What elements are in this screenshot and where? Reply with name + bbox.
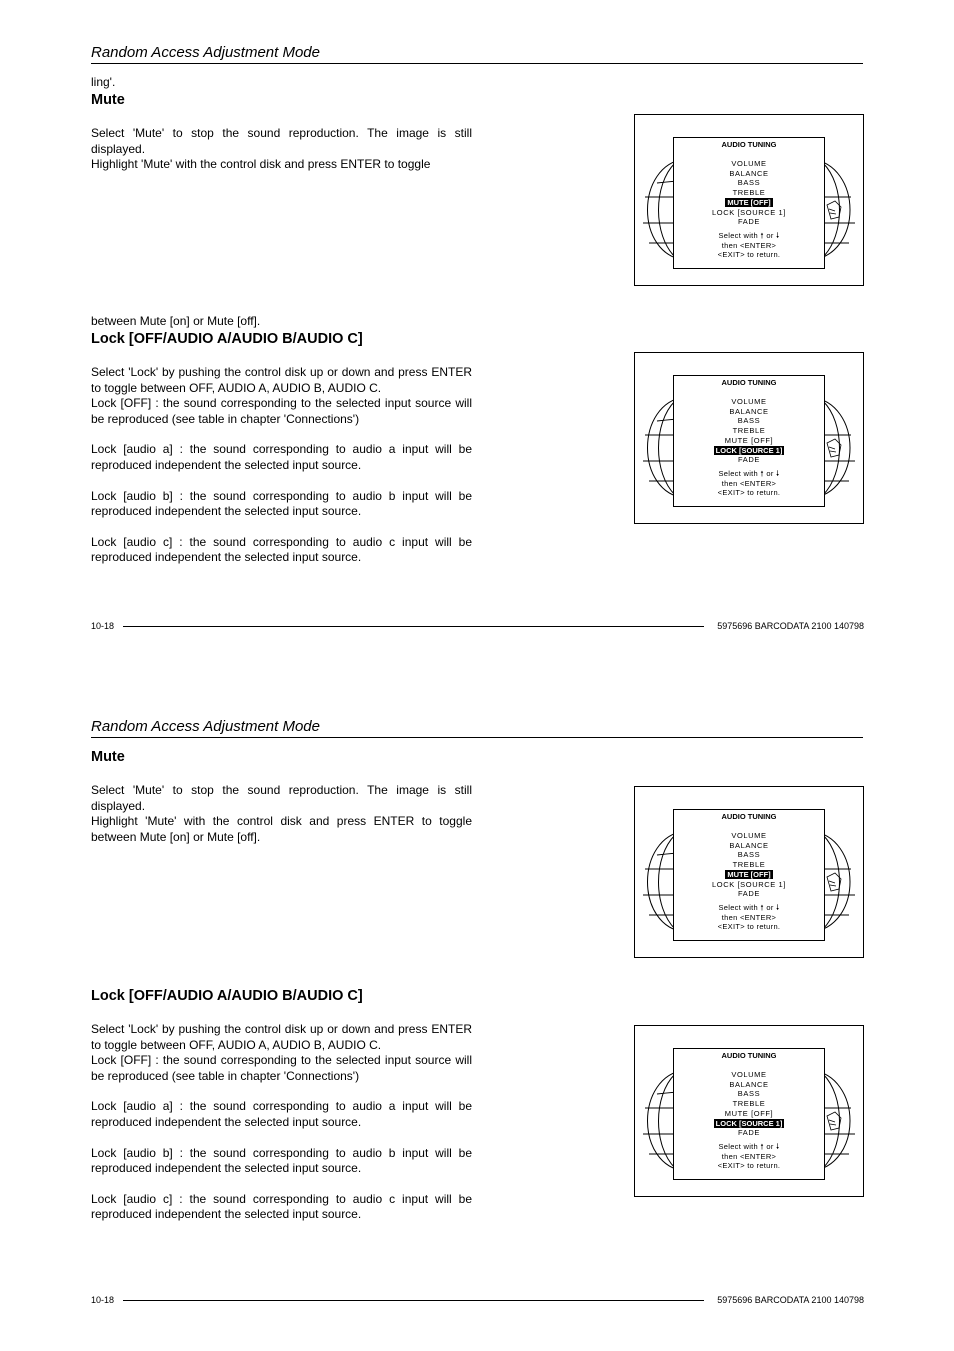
menu-item-treble: TREBLE bbox=[732, 188, 766, 198]
menu-item-bass: BASS bbox=[737, 178, 761, 188]
mute-section bbox=[91, 783, 472, 845]
page-header: Random Access Adjustment Mode bbox=[91, 718, 863, 738]
help-enter: then <ENTER> bbox=[721, 478, 777, 488]
menu-item-treble: TREBLE bbox=[732, 426, 766, 436]
screen-figure-mute bbox=[634, 786, 864, 958]
menu-item-lock: LOCK [SOURCE 1] bbox=[711, 207, 787, 217]
help-or: or bbox=[766, 902, 774, 912]
help-enter: then <ENTER> bbox=[721, 912, 777, 922]
page-number: 10-18 bbox=[91, 621, 115, 631]
document-code: 5975696 BARCODATA 2100 140798 bbox=[717, 621, 864, 631]
lock-paragraph-3: Lock [audio a] : the sound corresponding to audio a input will be reproduced independent the selected input source. bbox=[91, 1099, 472, 1129]
lock-section bbox=[91, 365, 472, 566]
screen-figure-lock bbox=[634, 1025, 864, 1197]
lock-paragraph-1: Select 'Lock' by pushing the control disk up or down and press ENTER to toggle between OFF, AUDIO A, AUDIO B, AUDIO C. bbox=[91, 365, 472, 395]
menu-item-volume: VOLUME bbox=[731, 397, 767, 406]
lock-paragraph-5: Lock [audio c] : the sound corresponding to audio c input will be reproduced independent the selected input source. bbox=[91, 1191, 472, 1222]
menu-item-mute-selected: MUTE [OFF] bbox=[727, 869, 771, 879]
audio-tuning-menu bbox=[673, 809, 825, 941]
menu-item-lock-selected: LOCK [SOURCE 1] bbox=[715, 1118, 783, 1128]
mute-heading: Mute bbox=[91, 92, 125, 108]
help-select: Select with bbox=[718, 230, 759, 240]
screen-figure-mute bbox=[634, 114, 864, 286]
lock-paragraph-2: Lock [OFF] : the sound corresponding to the selected input source will be reproduced (see table in chapter 'Connections') bbox=[91, 1053, 472, 1083]
menu-item-treble: TREBLE bbox=[732, 860, 766, 870]
down-arrow-icon: 🠗 bbox=[776, 1141, 780, 1151]
lock-paragraph-4: Lock [audio b] : the sound corresponding to audio b input will be reproduced independent the selected input source. bbox=[91, 488, 472, 519]
up-arrow-icon: 🠕 bbox=[760, 902, 764, 912]
lock-paragraph-1: Select 'Lock' by pushing the control disk up or down and press ENTER to toggle between OFF, AUDIO A, AUDIO B, AUDIO C. bbox=[91, 1022, 472, 1052]
up-arrow-icon: 🠕 bbox=[760, 230, 764, 240]
menu-item-fade: FADE bbox=[738, 889, 760, 899]
page-1 bbox=[0, 0, 954, 675]
menu-item-volume: VOLUME bbox=[731, 1070, 767, 1079]
footer-rule bbox=[123, 1300, 704, 1301]
page-2 bbox=[0, 675, 954, 1350]
page-number: 10-18 bbox=[91, 1295, 115, 1305]
screen-figure-lock bbox=[634, 352, 864, 524]
help-or: or bbox=[766, 1141, 774, 1151]
mute-heading: Mute bbox=[91, 749, 125, 765]
audio-tuning-menu bbox=[673, 137, 825, 269]
menu-item-bass: BASS bbox=[737, 416, 761, 426]
menu-item-treble: TREBLE bbox=[732, 1099, 766, 1109]
menu-item-fade: FADE bbox=[738, 455, 760, 465]
mute-paragraph-1: Select 'Mute' to stop the sound reproduction. The image is still displayed. bbox=[91, 783, 472, 813]
mute-paragraph-2: Highlight 'Mute' with the control disk and press ENTER to toggle between Mute [on] or Mute [off]. bbox=[91, 814, 472, 844]
menu-item-lock-selected: LOCK [SOURCE 1] bbox=[715, 445, 783, 455]
menu-item-fade: FADE bbox=[738, 217, 760, 227]
menu-item-mute: MUTE [OFF] bbox=[724, 1108, 774, 1118]
lock-section bbox=[91, 1022, 472, 1223]
lock-paragraph-5: Lock [audio c] : the sound corresponding to audio c input will be reproduced independent the selected input source. bbox=[91, 534, 472, 565]
menu-item-fade: FADE bbox=[738, 1128, 760, 1138]
lock-paragraph-2: Lock [OFF] : the sound corresponding to the selected input source will be reproduced (see table in chapter 'Connections') bbox=[91, 396, 472, 426]
help-or: or bbox=[766, 230, 774, 240]
down-arrow-icon: 🠗 bbox=[776, 902, 780, 912]
menu-item-volume: VOLUME bbox=[731, 831, 767, 840]
up-arrow-icon: 🠕 bbox=[760, 468, 764, 478]
help-exit: <EXIT> to return. bbox=[717, 250, 781, 260]
menu-item-mute-selected: MUTE [OFF] bbox=[727, 197, 771, 207]
menu-item-balance: BALANCE bbox=[729, 168, 769, 178]
lock-heading: Lock [OFF/AUDIO A/AUDIO B/AUDIO C] bbox=[91, 988, 363, 1004]
menu-item-balance: BALANCE bbox=[729, 1079, 769, 1089]
help-enter: then <ENTER> bbox=[721, 1151, 777, 1161]
lock-heading: Lock [OFF/AUDIO A/AUDIO B/AUDIO C] bbox=[91, 331, 363, 347]
menu-title: AUDIO TUNING bbox=[721, 140, 777, 149]
audio-tuning-menu bbox=[673, 1048, 825, 1180]
help-select: Select with bbox=[718, 468, 759, 478]
help-exit: <EXIT> to return. bbox=[717, 922, 781, 932]
menu-item-balance: BALANCE bbox=[729, 406, 769, 416]
document-code: 5975696 BARCODATA 2100 140798 bbox=[717, 1295, 864, 1305]
mute-paragraph-1: Select 'Mute' to stop the sound reproduction. The image is still displayed. bbox=[91, 126, 472, 156]
page-header: Random Access Adjustment Mode bbox=[91, 44, 863, 64]
down-arrow-icon: 🠗 bbox=[776, 230, 780, 240]
help-or: or bbox=[766, 468, 774, 478]
mute-paragraph-2: Highlight 'Mute' with the control disk and press ENTER to toggle bbox=[91, 157, 431, 172]
help-select: Select with bbox=[718, 1141, 759, 1151]
menu-title: AUDIO TUNING bbox=[721, 1051, 777, 1060]
footer-rule bbox=[123, 626, 704, 627]
menu-item-balance: BALANCE bbox=[729, 840, 769, 850]
carry-text: ling'. bbox=[91, 75, 116, 89]
help-exit: <EXIT> to return. bbox=[717, 1161, 781, 1171]
help-exit: <EXIT> to return. bbox=[717, 488, 781, 498]
menu-title: AUDIO TUNING bbox=[721, 812, 777, 821]
menu-item-volume: VOLUME bbox=[731, 159, 767, 168]
menu-item-bass: BASS bbox=[737, 1089, 761, 1099]
up-arrow-icon: 🠕 bbox=[760, 1141, 764, 1151]
lock-paragraph-4: Lock [audio b] : the sound corresponding to audio b input will be reproduced independent the selected input source. bbox=[91, 1145, 472, 1176]
menu-item-lock: LOCK [SOURCE 1] bbox=[711, 879, 787, 889]
lock-paragraph-3: Lock [audio a] : the sound corresponding to audio a input will be reproduced independent the selected input source. bbox=[91, 442, 472, 472]
mute-section bbox=[91, 126, 472, 173]
menu-item-bass: BASS bbox=[737, 850, 761, 860]
mute-continuation: between Mute [on] or Mute [off]. bbox=[91, 314, 261, 328]
help-enter: then <ENTER> bbox=[721, 240, 777, 250]
menu-title: AUDIO TUNING bbox=[721, 378, 777, 387]
down-arrow-icon: 🠗 bbox=[776, 468, 780, 478]
audio-tuning-menu bbox=[673, 375, 825, 507]
menu-item-mute: MUTE [OFF] bbox=[724, 435, 774, 445]
help-select: Select with bbox=[718, 902, 759, 912]
